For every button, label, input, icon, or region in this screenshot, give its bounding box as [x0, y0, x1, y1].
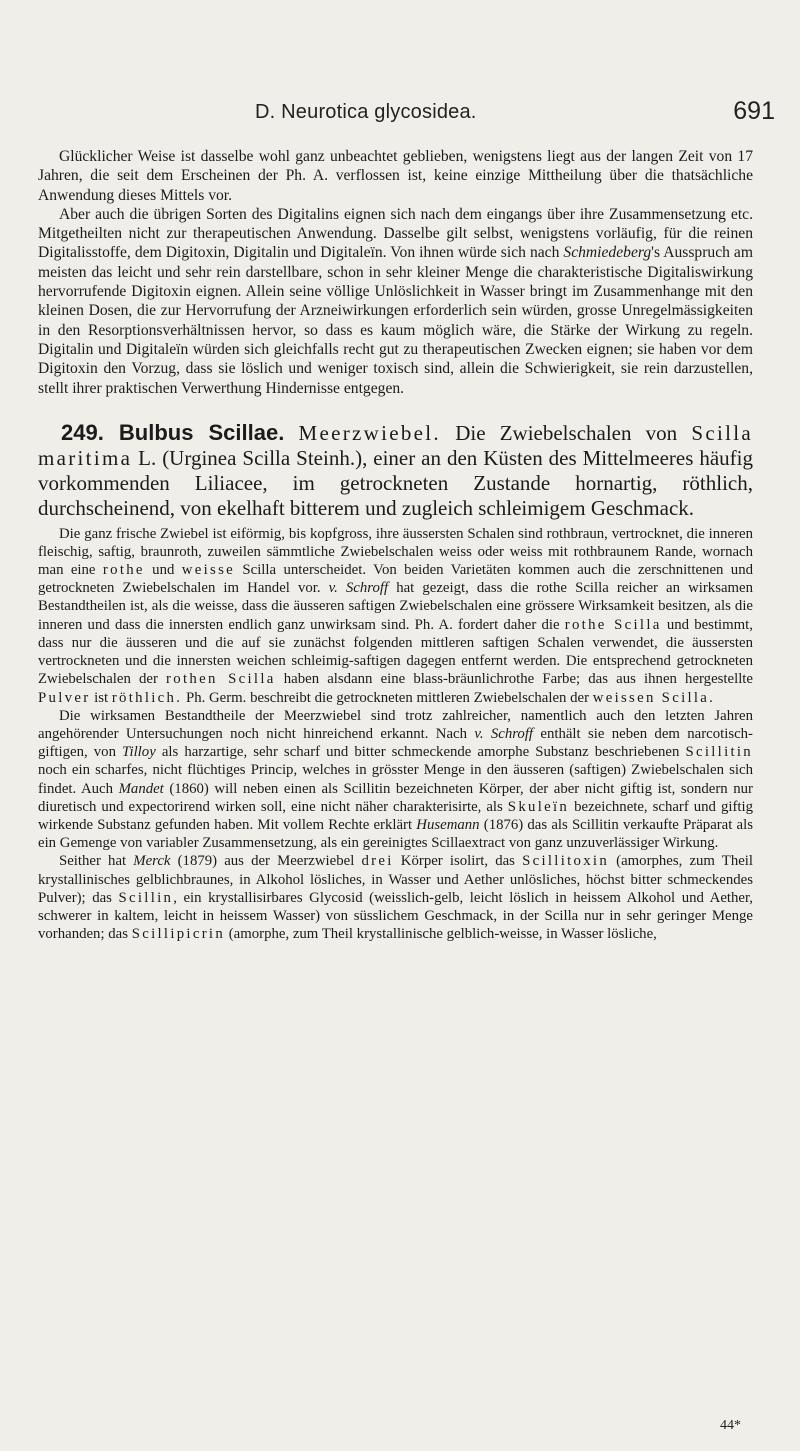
- text-run: und bestimmt, dass nur die äusseren und die auf sie zunächst folgenden mittleren saftigen Schalen verwendet, die äussersten vertrockneten und die innersten weichen schleimig-saftigen dagegen entfernt werden. Die entsprechend getrockneten Zwiebelschalen der: [38, 616, 753, 688]
- text-run: Körper isolirt, das: [393, 853, 523, 870]
- text-run: 's Ausspruch am meisten das leicht und sehr rein darstellbare, schon in sehr kleiner Menge die charakteristische Digitaliswirkung hervorrufende Digitoxin eignen. Allein seine völlige Unlöslichkeit in Wasser bringt im Zusammenhange mit den kleinen Dosen, die zur Hervorrufung der Arzneiwirkungen erforderlich sein würden, grosse Unregelmässigkeiten in den Resorptionsverhältnissen hervor, so dass es kaum möglich wäre, die Stärke der Wirkung zu regeln. Digitalin und Digitaleïn würden sich gleichfalls recht gut zu therapeutischen Zwecken eignen; sie haben vor dem Digitoxin den Vorzug, dass sie löslich und weniger toxisch sind, allein die Schwierigkeit, sie rein darzustellen, stellt ihrer praktischen Verwerthung Hindernisse entgegen.: [38, 244, 753, 397]
- signature-mark: 44*: [720, 1418, 741, 1433]
- author-name: Tilloy: [122, 744, 156, 761]
- text-run: noch ein scharfes, nicht flüchtiges Princip, welches in grösster Menge in den äusseren (saftigen) Zwiebelschalen sich findet. Auch: [38, 762, 753, 797]
- text-run: Die wirksamen Bestandtheile der Meerzwiebel sind trotz zahlreicher, namentlich auch den letzten Jahren angehörender Untersuchungen noch nicht hinreichend erkannt. Nach: [38, 707, 753, 742]
- emphasis-term: Pulver: [38, 689, 91, 706]
- emphasis-term: Scillin: [118, 889, 174, 906]
- entry-latin-name: Scilla maritima: [38, 420, 754, 471]
- paragraph-digitalin-sorts: [38, 205, 753, 398]
- text-run: und: [144, 562, 182, 579]
- text-run: (amorphes, zum Theil krystallinisches gelblichbraunes, in Alkohol lösliches, in Wasser und Aether unlösliches, höchst bitter schmeckendes Pulver); das: [38, 853, 754, 906]
- text-run: Scilla unterscheidet. Von beiden Varietäten kommen auch die zerschnittenen und getrockneten Zwiebelschalen im Handel vor.: [38, 562, 754, 597]
- emphasis-term: weisse: [181, 562, 236, 579]
- running-head: [255, 97, 775, 131]
- paragraph-merck-isolation: [38, 852, 753, 943]
- text-run: (1860) will neben einen als Scillitin bezeichneten Körper, der aber nicht giftig ist, sondern nur diuretisch und expectorirend wirken soll, eine nicht näher charakterisirte, als: [38, 780, 753, 815]
- text-run: hat gezeigt, dass die rothe Scilla reicher an wirksamen Bestandtheilen ist, als die weisse, dass die äusseren saftigen Zwiebelschalen eine grössere Wirksamkeit besitzen, als die inneren und dass die innersten endlich ganz unwirksam sind. Ph. A. fordert daher die: [38, 580, 753, 633]
- page-number: 691: [733, 97, 775, 125]
- text-run: als harzartige, sehr scharf und bitter schmeckende amorphe Substanz beschriebenen: [155, 744, 686, 761]
- emphasis-term: drei: [361, 853, 394, 870]
- author-name: Merck: [133, 853, 171, 870]
- text-run: Ph. Germ. beschreibt die getrockneten mittleren Zwiebelschalen der: [182, 689, 593, 706]
- section-title: D. Neurotica glycosidea.: [255, 101, 477, 123]
- text-run: Seither hat: [59, 853, 134, 870]
- text-run: Aber auch die übrigen Sorten des Digitalins eignen sich nach dem eingangs über ihre Zusammensetzung etc. Mitgetheilten nicht zur therapeutischen Anwendung. Dasselbe gilt selbst, wenigstens vorläufig, für die reinen Digitalisstoffe, dem Digitoxin, Digitalin und Digitaleïn. Von ihnen würde sich nach: [38, 205, 753, 262]
- author-name: Mandet: [118, 780, 164, 797]
- text-run: (1876) das als Scillitin verkaufte Präparat als ein Gemenge von variabler Zusammensetzung, als ein gereinigtes Scillaextract von ganz unzuverlässiger Wirkung.: [38, 816, 753, 852]
- emphasis-term: rothe Scilla: [564, 616, 662, 633]
- text-run: Die ganz frische Zwiebel ist eiförmig, bis kopfgross, ihre äussersten Schalen sind rothbraun, vertrocknet, die inneren fleischig, saftig, braunroth, zuweilen sämmtliche Zwiebelschalen weiss oder weiss mit rothbraunem Rande, wornach man eine: [38, 525, 753, 579]
- text-run: bezeichnete, scharf und giftig wirkende Substanz gefunden haben. Mit vollem Rechte erklärt: [38, 798, 754, 833]
- author-name: v. Schroff: [328, 580, 389, 597]
- emphasis-term: rothe: [102, 562, 145, 579]
- text-run: (amorphe, zum Theil krystallinische gelblich-weisse, in Wasser lösliche,: [225, 926, 657, 943]
- text-run: Die Zwiebelschalen von: [441, 420, 692, 445]
- paragraph-bulb-description: [38, 525, 753, 707]
- text-run: enthält sie neben dem narcotisch-giftigen, von: [38, 725, 753, 761]
- author-name: v. Schroff: [474, 725, 534, 742]
- emphasis-term: weissen Scilla.: [592, 689, 716, 706]
- page-content: [38, 147, 753, 943]
- emphasis-term: Scillitin: [685, 744, 753, 761]
- text-run: ist: [90, 689, 112, 706]
- emphasis-term: Skuleïn: [507, 798, 570, 815]
- emphasis-term: Scillipicrin: [131, 926, 226, 943]
- paragraph-digitalin-note: Glücklicher Weise ist dasselbe wohl ganz unbeachtet geblieben, wenigstens liegt aus der langen Zeit von 17 Jahren, die seit dem Erscheinen der Ph. A. verflossen ist, keine einzige Mittheilung über die thatsächliche Anwendung dieses Mittels vor.: [38, 148, 753, 204]
- entry-heading-bulbus-scillae: [38, 420, 753, 522]
- text-run: haben alsdann eine blass-bräunlichrothe Farbe; das aus ihnen hergestellte: [275, 671, 753, 688]
- emphasis-term: rothen Scilla: [166, 671, 276, 688]
- entry-german-name: Meerzwiebel.: [298, 420, 441, 445]
- entry-label: 249. Bulbus Scillae.: [61, 419, 285, 445]
- text-run: L. (Urginea Scilla Steinh.), einer an den Küsten des Mittelmeeres häufig vorkommenden Liliacee, im getrockneten Zustande hornartig, röthlich, durchscheinend, von ekelhaft bitterem und zugleich schleimigem Geschmack.: [38, 446, 753, 521]
- author-name: Schmiedeberg: [563, 244, 652, 262]
- emphasis-term: röthlich.: [111, 689, 183, 706]
- author-name: Husemann: [416, 816, 480, 833]
- paragraph-active-constituents: [38, 707, 753, 853]
- text-run: (1879) aus der Meerzwiebel: [170, 853, 362, 870]
- emphasis-term: Scillitoxin: [522, 853, 610, 870]
- text-run: , ein krystallisirbares Glycosid (weisslich-gelb, leicht löslich in heissem Alkohol und Aether, schwerer in kaltem, leicht in heissem Wasser) von süsslichem Geschmack, in der Scilla nur in sehr geringer Menge vorhanden; das: [38, 889, 753, 943]
